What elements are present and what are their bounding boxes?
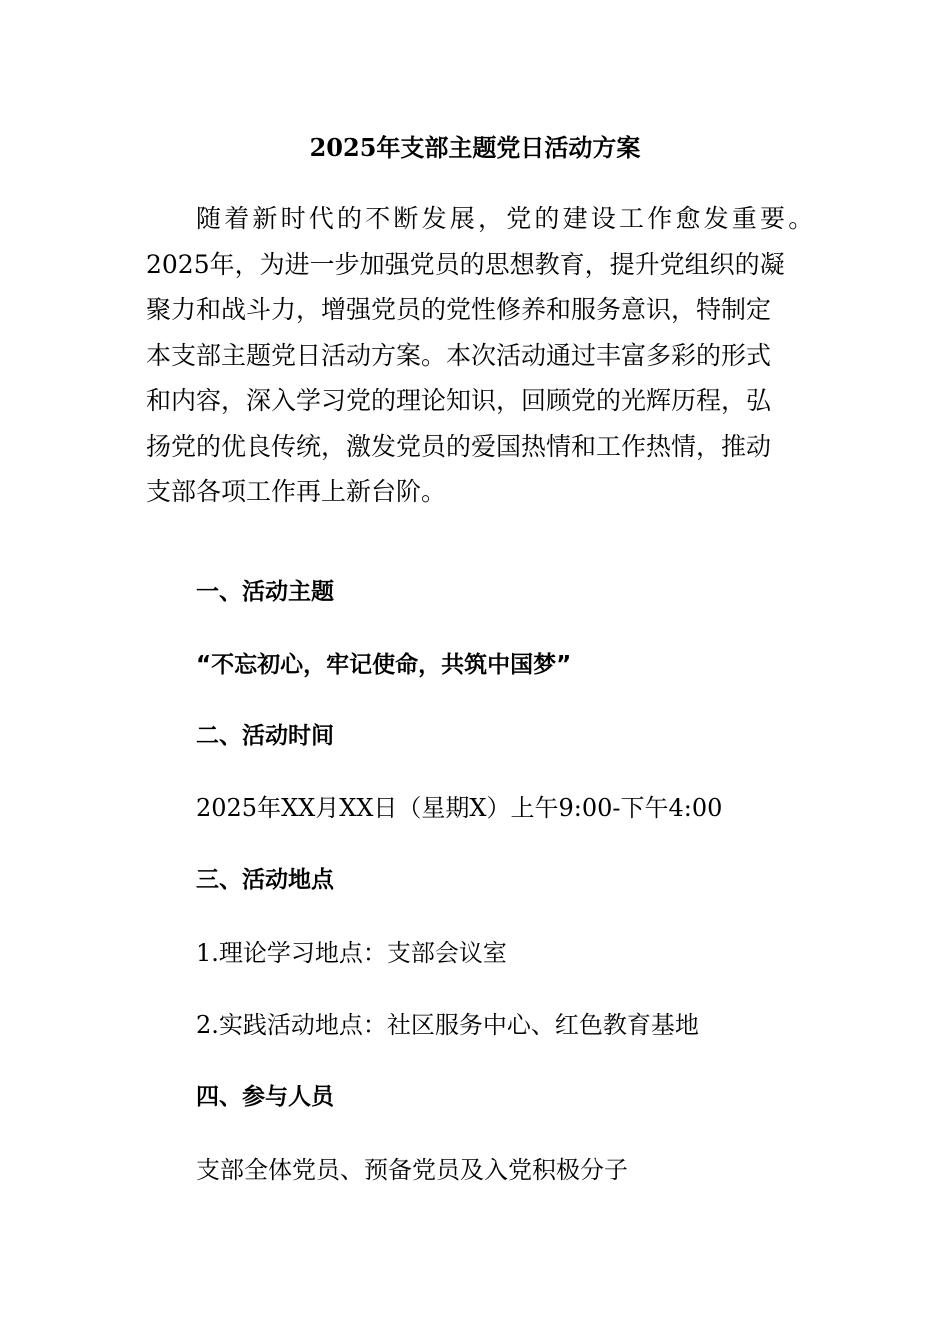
intro-line: 随着新时代的不断发展，党的建设工作愈发重要。 xyxy=(196,204,817,233)
intro-line: 支部各项工作再上新台阶。 xyxy=(146,477,447,506)
document-title: 2025年支部主题党日活动方案 xyxy=(309,133,641,162)
participants-text: 支部全体党员、预备党员及入党积极分子 xyxy=(196,1156,628,1184)
activity-time: 2025年XX月XX日（星期X）上午9:00-下午4:00 xyxy=(196,794,723,822)
section-heading-location: 三、活动地点 xyxy=(196,867,334,893)
intro-line: 本支部主题党日活动方案。本次活动通过丰富多彩的形式 xyxy=(146,340,772,370)
intro-line: 扬党的优良传统，激发党员的爱国热情和工作热情，推动 xyxy=(146,431,772,461)
intro-line: 和内容，深入学习党的理论知识，回顾党的光辉历程，弘 xyxy=(146,386,772,415)
location-item-practice: 2.实践活动地点：社区服务中心、红色教育基地 xyxy=(196,1011,699,1039)
intro-line: 聚力和战斗力，增强党员的党性修养和服务意识，特制定 xyxy=(146,295,772,324)
intro-line: 2025年，为进一步加强党员的思想教育，提升党组织的凝 xyxy=(146,249,785,279)
intro-paragraph xyxy=(146,196,826,515)
theme-slogan: “不忘初心，牢记使命，共筑中国梦” xyxy=(196,652,572,678)
section-heading-time: 二、活动时间 xyxy=(196,723,334,749)
section-heading-theme: 一、活动主题 xyxy=(196,579,334,605)
section-heading-participants: 四、参与人员 xyxy=(196,1084,334,1110)
location-item-study: 1.理论学习地点：支部会议室 xyxy=(196,939,507,967)
